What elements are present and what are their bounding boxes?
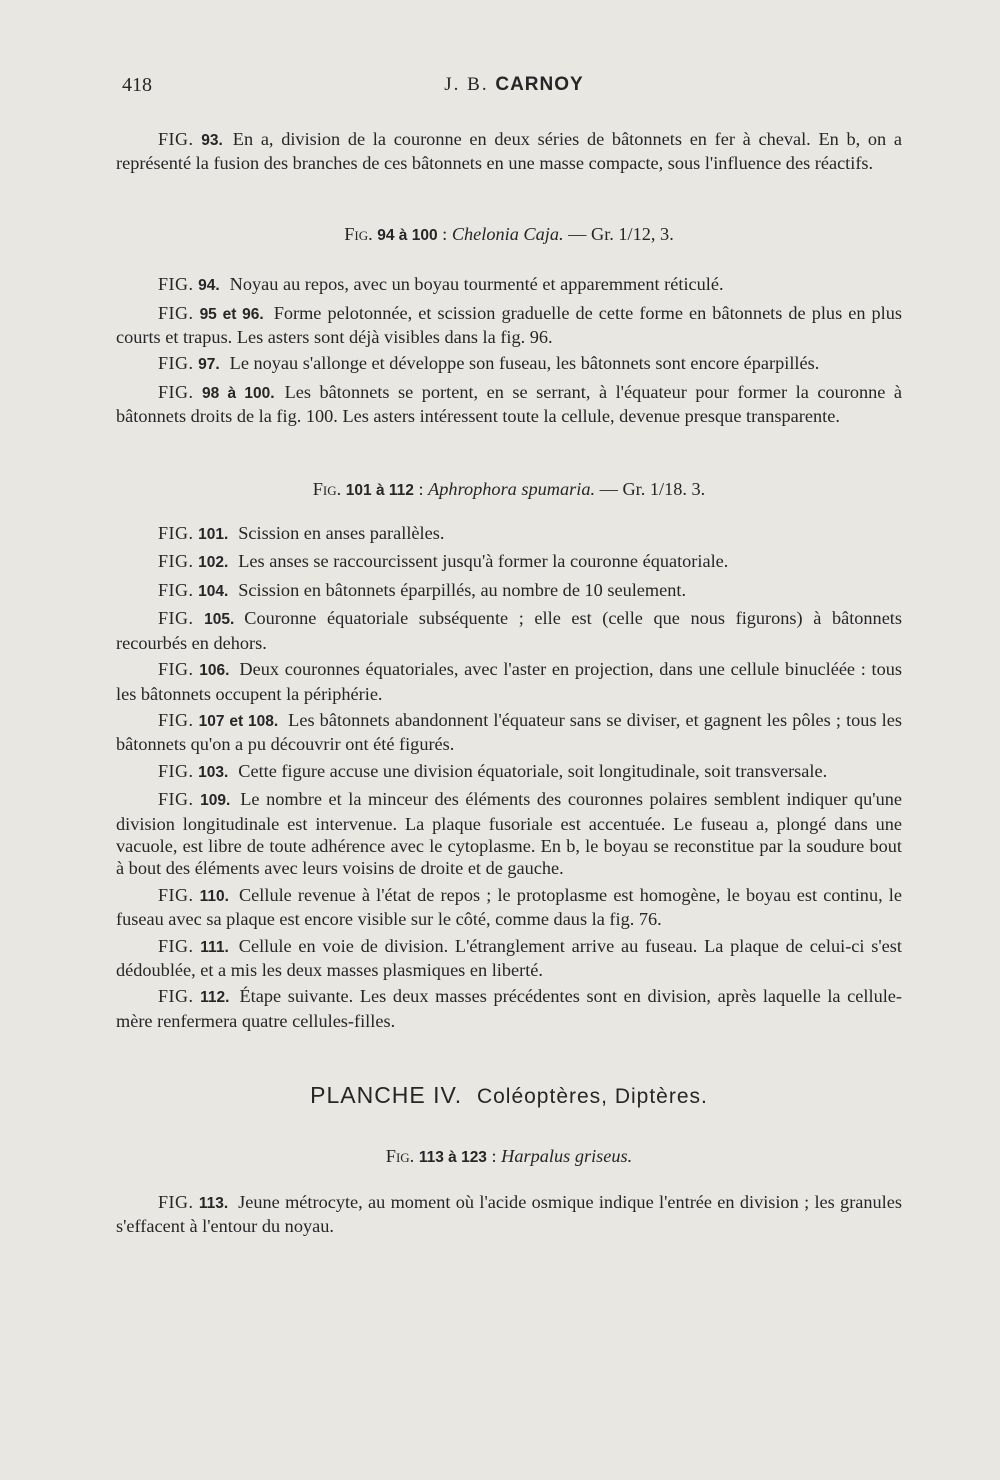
section-heading-aphrophora: Fig. 101 à 112 : Aphrophora spumaria. — Gr. 1/18. 3.	[312, 478, 706, 499]
fig-102-caption: FIG. 102. Les anses se raccourcissent jusqu'à former la couronne équatoriale.	[158, 551, 729, 572]
running-head	[0, 74, 1000, 96]
fig-113-caption: FIG. 113. Jeune métrocyte, au moment où l'acide osmique indique l'entrée en division ; les granules s'effacent à l'entour du noyau.	[116, 1192, 902, 1237]
fig-98-100-caption: FIG. 98 à 100. Les bâtonnets se portent, en se serrant, à l'équateur pour former la couronne à bâtonnets droits de la fig. 100. Les asters intéressent toute la cellule, devenue presque transparente.	[116, 381, 902, 427]
fig-101-caption: FIG. 101. Scission en anses parallèles.	[158, 523, 445, 544]
fig-111-caption: FIG. 111. Cellule en voie de division. L'étranglement arrive au fuseau. La plaque de celui-ci s'est dédoublée, et a mis les deux masses plasmiques en liberté.	[116, 935, 902, 980]
page-number: 418	[122, 74, 152, 96]
fig-105-caption: FIG. 105. Couronne équatoriale subséquente ; elle est (celle que nous figurons) à bâtonnets recourbés en dehors.	[116, 608, 903, 653]
section-heading-harpalus: Fig. 113 à 123 : Harpalus griseus.	[385, 1145, 633, 1166]
fig-112-caption: FIG. 112. Étape suivante. Les deux masses précédentes sont en division, après laquelle la cellule-mère renfermera quatre cellules-filles.	[116, 986, 902, 1031]
plate-heading: PLANCHE IV. Coléoptères, Diptères.	[310, 1082, 708, 1109]
fig-93-caption: FIG. 93. En a, division de la couronne en deux séries de bâtonnets en fer à cheval. En b, on a représenté la fusion des branches de ces bâtonnets en une masse compacte, sous l'influence des réactifs.	[116, 129, 903, 174]
fig-109-caption: FIG. 109. Le nombre et la minceur des éléments des couronnes polaires semblent indiquer qu'une division longitudinale est intervenue. La plaque fusoriale est accentuée. Le fuseau a, plongé dans une vacuole, est libre de toute adhérence avec le cytoplasme. En b, le boyau se reconstitue par la soudure bout à bout des éléments avec leurs voisins de droite et de gauche.	[116, 789, 902, 879]
fig-103-caption: FIG. 103. Cette figure accuse une division équatoriale, soit longitudinale, soit transversale.	[158, 760, 828, 781]
fig-106-caption: FIG. 106. Deux couronnes équatoriales, avec l'aster en projection, dans une cellule binucléée : tous les bâtonnets occupent la périphérie.	[116, 659, 903, 704]
fig-95-96-caption: FIG. 95 et 96. Forme pelotonnée, et scission graduelle de cette forme en bâtonnets de plus en plus courts et trapus. Les asters sont déjà visibles dans la fig. 96.	[116, 302, 902, 348]
body-text	[116, 128, 902, 1242]
fig-110-caption: FIG. 110. Cellule revenue à l'état de repos ; le protoplasme est homogène, le boyau est continu, le fuseau avec sa plaque est encore visible sur le côté, comme daus la fig. 76.	[116, 884, 902, 930]
running-head-initials: J. B.	[444, 74, 489, 95]
fig-107-108-caption: FIG. 107 et 108. Les bâtonnets abandonnent l'équateur sans se diviser, et gagnent les pôles ; tous les bâtonnets qu'on a pu découvrir ont été figurés.	[116, 709, 902, 755]
fig-104-caption: FIG. 104. Scission en bâtonnets éparpillés, au nombre de 10 seulement.	[158, 579, 687, 600]
running-head-name: CARNOY	[495, 74, 584, 95]
fig-94-caption: FIG. 94. Noyau au repos, avec un boyau tourmenté et apparemment réticulé.	[158, 274, 724, 295]
section-heading-chelonia: Fig. 94 à 100 : Chelonia Caja. — Gr. 1/12, 3.	[344, 223, 674, 244]
fig-97-caption: FIG. 97. Le noyau s'allonge et développe son fuseau, les bâtonnets sont encore éparpillés.	[158, 353, 820, 374]
